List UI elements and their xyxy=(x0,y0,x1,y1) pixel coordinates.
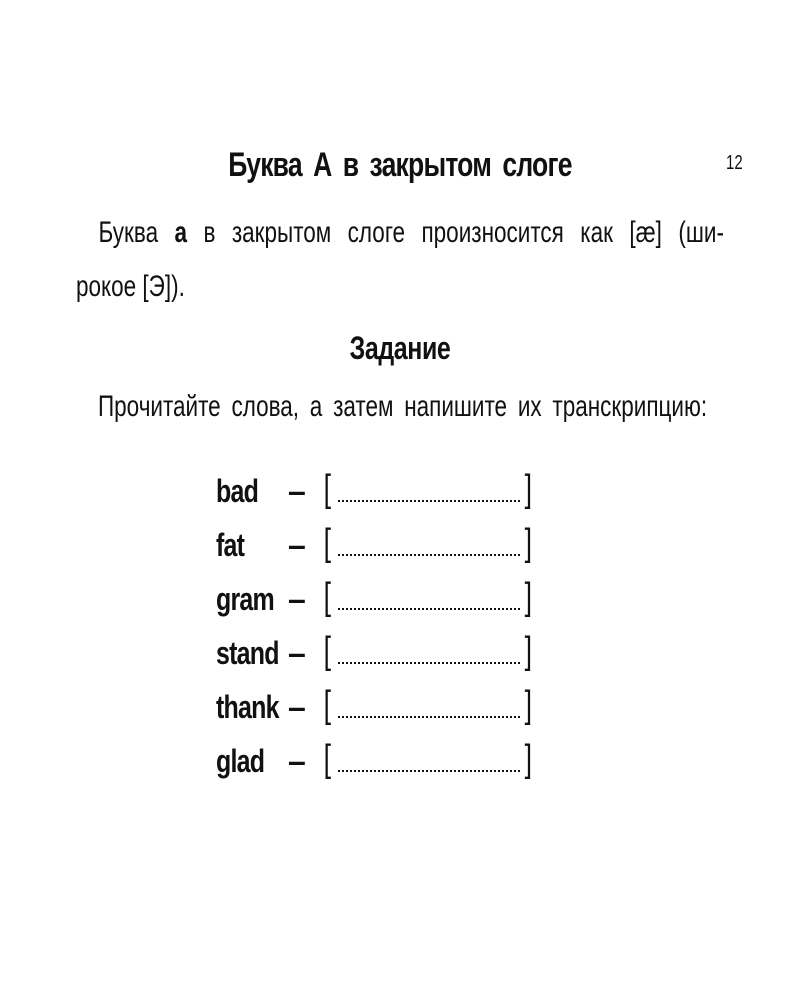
task-heading: Задание xyxy=(349,330,451,366)
open-bracket: [ xyxy=(323,468,331,510)
rule-word: Буква xyxy=(98,216,159,249)
word-row xyxy=(216,576,576,630)
dash: – xyxy=(288,473,306,509)
word: glad xyxy=(216,743,265,779)
word-list xyxy=(216,468,576,792)
word-row xyxy=(216,630,576,684)
word: gram xyxy=(216,581,274,617)
dotted-line xyxy=(338,716,520,718)
rule-word: (ши- xyxy=(678,216,724,249)
word: thank xyxy=(216,689,279,725)
word-row xyxy=(216,738,576,792)
word-row xyxy=(216,522,576,576)
close-bracket: ] xyxy=(525,522,533,564)
close-bracket: ] xyxy=(525,576,533,618)
rule-paragraph xyxy=(76,206,724,314)
page-number: 12 xyxy=(726,152,743,174)
word: bad xyxy=(216,473,259,509)
open-bracket: [ xyxy=(323,630,331,672)
open-bracket: [ xyxy=(323,684,331,726)
transcription-blank[interactable] xyxy=(324,576,534,622)
close-bracket: ] xyxy=(525,630,533,672)
rule-transcription: [æ] xyxy=(629,216,662,249)
dash: – xyxy=(288,635,306,671)
word: fat xyxy=(216,527,245,563)
page-title: Буква А в закрытом слоге xyxy=(228,146,572,184)
open-bracket: [ xyxy=(323,576,331,618)
rule-paragraph-line-1 xyxy=(76,206,724,260)
rule-letter: а xyxy=(174,216,188,249)
word-row xyxy=(216,684,576,738)
dash: – xyxy=(288,689,306,725)
rule-word: закрытом xyxy=(231,216,332,249)
open-bracket: [ xyxy=(323,522,331,564)
word-row xyxy=(216,468,576,522)
dotted-line xyxy=(338,500,520,502)
transcription-blank[interactable] xyxy=(324,522,534,568)
open-bracket: [ xyxy=(323,738,331,780)
transcription-blank[interactable] xyxy=(324,630,534,676)
task-instruction: Прочитайте слова, а затем напишите их транскрипцию: xyxy=(98,390,708,423)
rule-word: произносится xyxy=(421,216,564,249)
close-bracket: ] xyxy=(525,684,533,726)
dotted-line xyxy=(338,608,520,610)
transcription-blank[interactable] xyxy=(324,468,534,514)
word: stand xyxy=(216,635,279,671)
dotted-line xyxy=(338,554,520,556)
rule-word: как xyxy=(580,216,613,249)
dotted-line xyxy=(338,662,520,664)
close-bracket: ] xyxy=(525,468,533,510)
rule-word: в xyxy=(203,216,216,249)
rule-paragraph-line-2: рокое [Э]). xyxy=(76,270,185,303)
dotted-line xyxy=(338,770,520,772)
dash: – xyxy=(288,527,306,563)
transcription-blank[interactable] xyxy=(324,738,534,784)
close-bracket: ] xyxy=(525,738,533,780)
rule-word: слоге xyxy=(347,216,406,249)
transcription-blank[interactable] xyxy=(324,684,534,730)
dash: – xyxy=(288,581,306,617)
dash: – xyxy=(288,743,306,779)
